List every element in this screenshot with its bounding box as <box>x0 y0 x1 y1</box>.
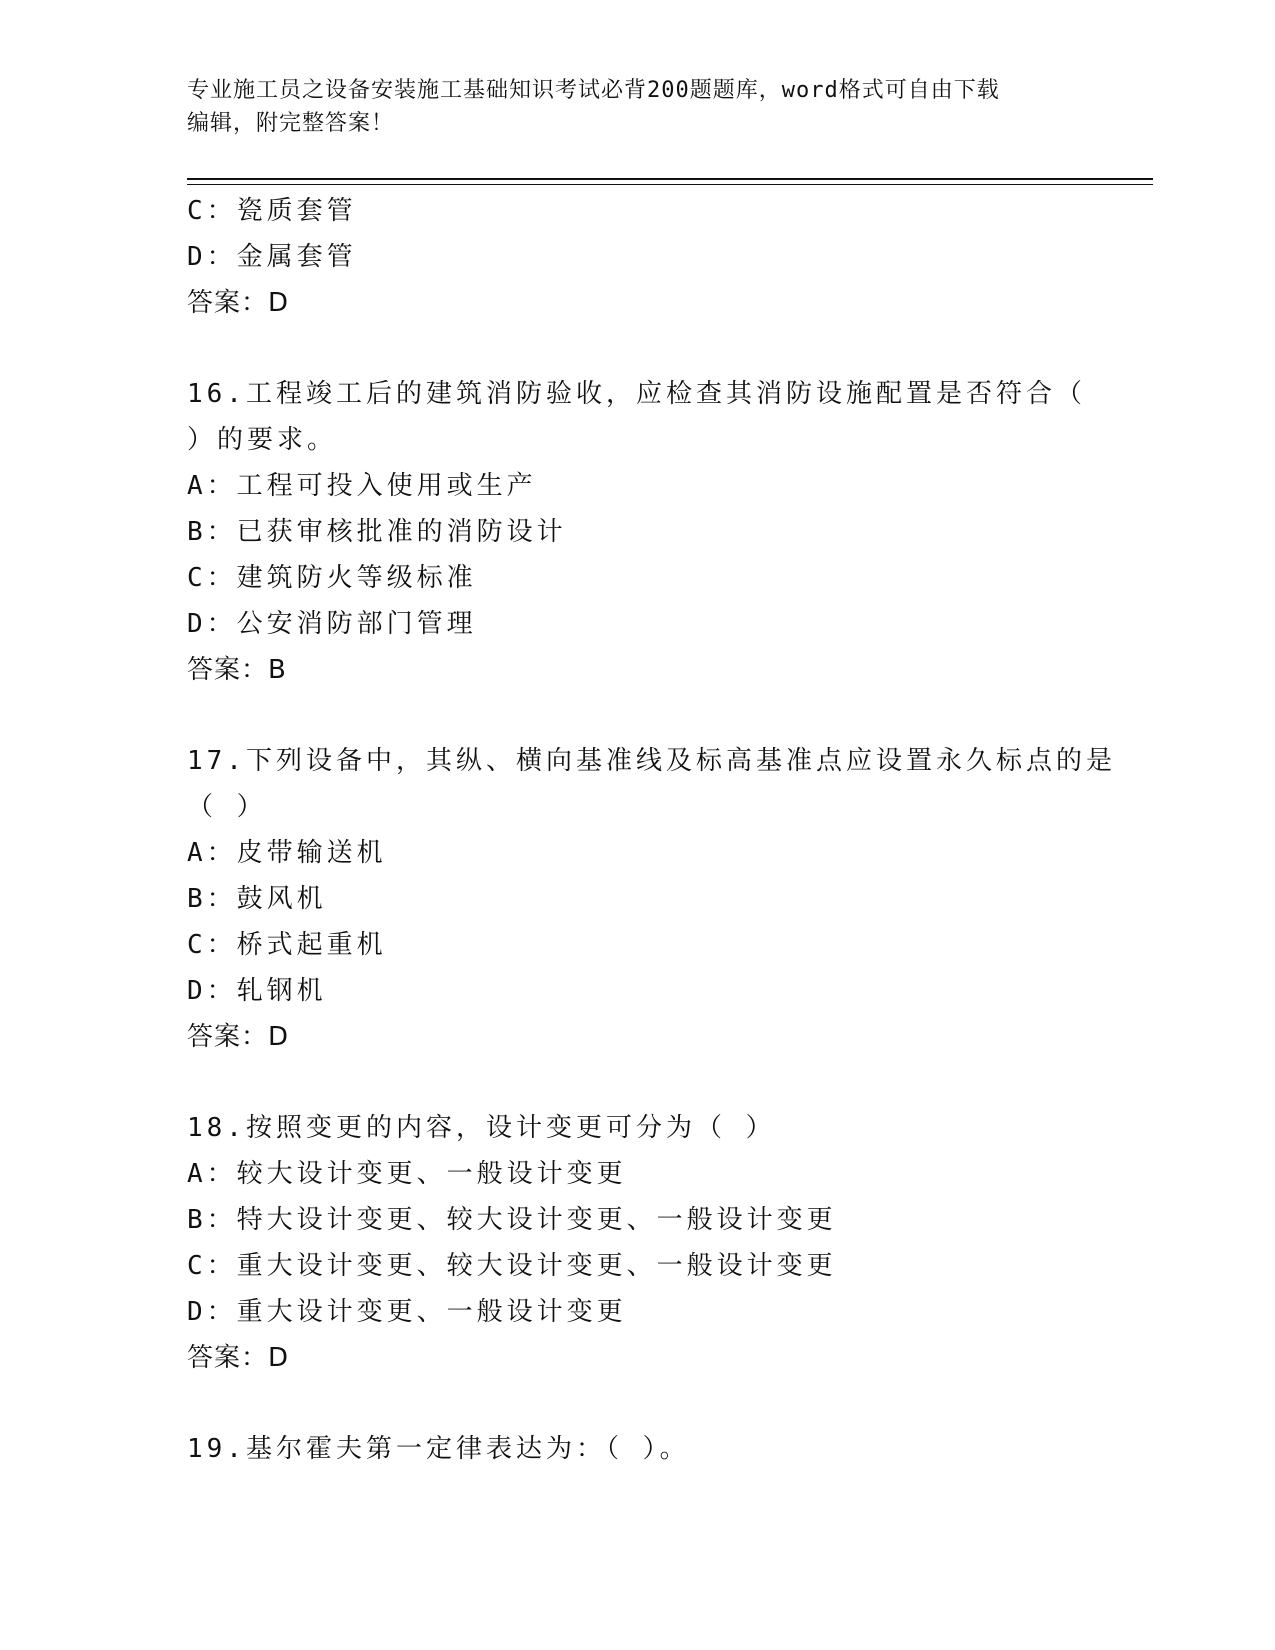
header-divider-thick <box>187 178 1153 180</box>
page-header <box>187 74 1067 140</box>
question-15-fragment <box>187 188 1087 326</box>
answer-label: 答案：D <box>187 1022 290 1052</box>
option-b: B：鼓风机 <box>187 884 327 914</box>
spacer <box>187 693 1087 738</box>
option-c: C：瓷质套管 <box>187 196 357 226</box>
option-d: D：轧钢机 <box>187 976 327 1006</box>
spacer <box>187 1060 1087 1105</box>
question-18 <box>187 1105 1087 1381</box>
question-stem: 18.按照变更的内容，设计变更可分为（ ） <box>187 1113 776 1143</box>
option-b: B：特大设计变更、较大设计变更、一般设计变更 <box>187 1205 837 1235</box>
question-list <box>187 188 1116 1472</box>
question-stem: 16.工程竣工后的建筑消防验收，应检查其消防设施配置是否符合（ <box>187 379 1086 409</box>
option-a: A：工程可投入使用或生产 <box>187 471 537 501</box>
question-17 <box>187 738 1116 1060</box>
option-d: D：重大设计变更、一般设计变更 <box>187 1297 627 1327</box>
option-d: D：公安消防部门管理 <box>187 609 477 639</box>
option-c: C：桥式起重机 <box>187 930 387 960</box>
question-stem-continued: ）的要求。 <box>187 425 338 455</box>
option-d: D：金属套管 <box>187 242 357 272</box>
answer-label: 答案：D <box>187 288 290 318</box>
option-c: C：重大设计变更、较大设计变更、一般设计变更 <box>187 1251 837 1281</box>
option-a: A：较大设计变更、一般设计变更 <box>187 1159 627 1189</box>
answer-label: 答案：D <box>187 1343 290 1373</box>
option-c: C：建筑防火等级标准 <box>187 563 477 593</box>
option-a: A：皮带输送机 <box>187 838 387 868</box>
question-16 <box>187 371 1087 693</box>
option-b: B：已获审核批准的消防设计 <box>187 517 567 547</box>
spacer <box>187 326 1087 371</box>
spacer <box>187 1381 1087 1426</box>
question-stem: 17.下列设备中，其纵、横向基准线及标高基准点应设置永久标点的是 <box>187 746 1116 776</box>
answer-label: 答案：B <box>187 655 287 685</box>
header-line-2: 编辑，附完整答案！ <box>187 111 395 136</box>
header-line-1: 专业施工员之设备安装施工基础知识考试必背200题题库，word格式可自由下载 <box>187 78 1000 103</box>
question-stem-continued: （ ） <box>187 792 267 822</box>
question-19 <box>187 1426 1087 1472</box>
header-divider-thin <box>187 184 1153 185</box>
question-stem: 19.基尔霍夫第一定律表达为：（ ）。 <box>187 1434 690 1464</box>
